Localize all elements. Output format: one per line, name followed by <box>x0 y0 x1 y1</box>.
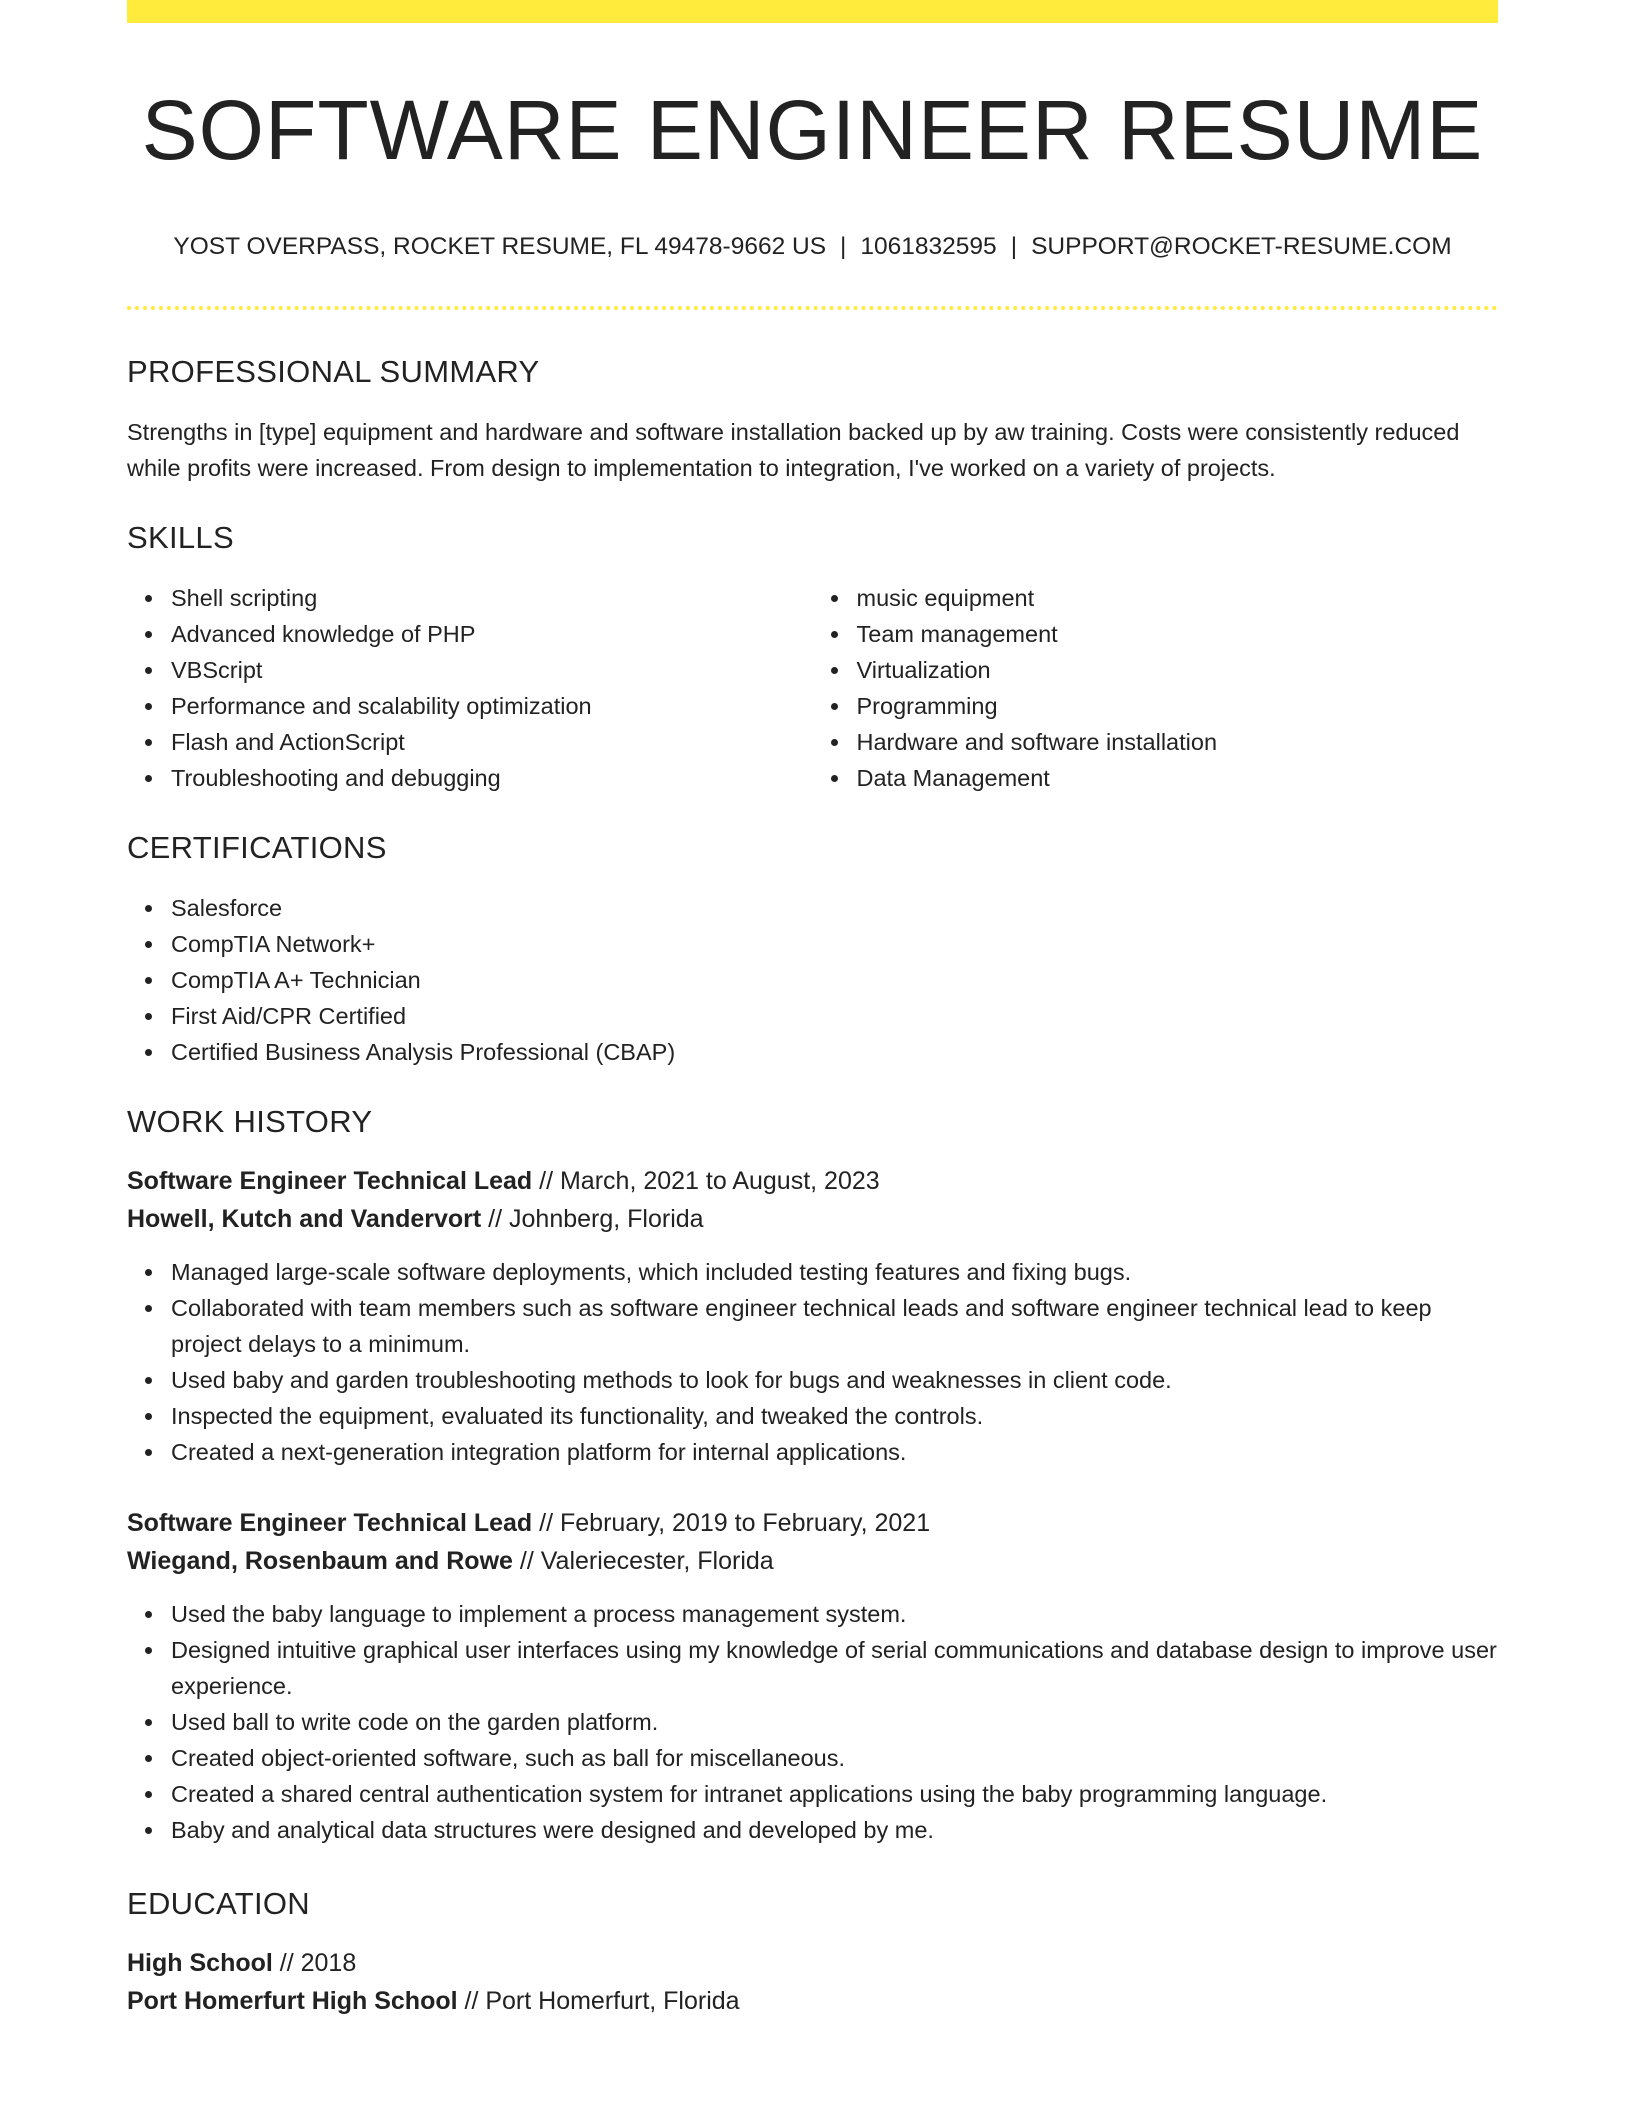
skills-left-list <box>127 580 813 796</box>
skill-item: Advanced knowledge of PHP <box>171 616 813 652</box>
dotted-divider <box>127 306 1498 310</box>
job-bullets <box>127 1254 1498 1470</box>
certification-item: CompTIA A+ Technician <box>171 962 1498 998</box>
certification-item: Salesforce <box>171 890 1498 926</box>
job-bullet: Used baby and garden troubleshooting methods to look for bugs and weaknesses in client code. <box>171 1362 1498 1398</box>
certification-item: Certified Business Analysis Professional (CBAP) <box>171 1034 1498 1070</box>
certification-item: CompTIA Network+ <box>171 926 1498 962</box>
skill-item: Shell scripting <box>171 580 813 616</box>
job-title: Software Engineer Technical Lead <box>127 1509 533 1537</box>
education-entry <box>127 1944 1498 2020</box>
job-location: // Valeriecester, Florida <box>512 1547 774 1575</box>
skills-heading: SKILLS <box>127 520 234 555</box>
education-degree: High School <box>127 1949 273 1977</box>
job-bullet: Inspected the equipment, evaluated its functionality, and tweaked the controls. <box>171 1398 1498 1434</box>
job-title: Software Engineer Technical Lead <box>127 1167 533 1195</box>
skill-item: Programming <box>857 688 1499 724</box>
job-bullet: Baby and analytical data structures were designed and developed by me. <box>171 1812 1498 1848</box>
job-dates: // February, 2019 to February, 2021 <box>532 1509 931 1537</box>
job-bullet: Used ball to write code on the garden platform. <box>171 1704 1498 1740</box>
job-title-line <box>127 1162 1498 1200</box>
contact-separator: | <box>840 233 847 260</box>
contact-phone: 1061832595 <box>860 233 997 260</box>
resume-title: SOFTWARE ENGINEER RESUME <box>141 83 1484 177</box>
job-dates: // March, 2021 to August, 2023 <box>532 1167 880 1195</box>
job-bullet: Created a next-generation integration platform for internal applications. <box>171 1434 1498 1470</box>
job-bullet: Created object-oriented software, such as ball for miscellaneous. <box>171 1740 1498 1776</box>
work-history-heading: WORK HISTORY <box>127 1104 373 1139</box>
contact-line <box>127 232 1498 262</box>
job-company: Howell, Kutch and Vandervort <box>127 1205 482 1233</box>
skills-columns <box>127 580 1498 796</box>
certifications-heading: CERTIFICATIONS <box>127 830 387 865</box>
education-heading: EDUCATION <box>127 1886 310 1921</box>
summary-heading: PROFESSIONAL SUMMARY <box>127 354 540 389</box>
skill-item: Virtualization <box>857 652 1499 688</box>
job-bullet: Collaborated with team members such as software engineer technical leads and software engineer technical lead to keep project delays to a minimum. <box>171 1290 1498 1362</box>
skills-right-list <box>813 580 1499 796</box>
summary-text: Strengths in [type] equipment and hardware and software installation backed up by aw training. Costs were consistently reduced while profits were increased. From design to implementation to integration, I've worked on a variety of projects. <box>127 419 1460 481</box>
job-entry <box>127 1162 1498 1470</box>
job-bullet: Managed large-scale software deployments, which included testing features and fixing bugs. <box>171 1254 1498 1290</box>
job-bullet: Designed intuitive graphical user interfaces using my knowledge of serial communications and database design to improve user experience. <box>171 1632 1498 1704</box>
skill-item: Hardware and software installation <box>857 724 1499 760</box>
education-location: // Port Homerfurt, Florida <box>457 1987 740 2015</box>
skill-item: Troubleshooting and debugging <box>171 760 813 796</box>
skill-item: Performance and scalability optimization <box>171 688 813 724</box>
job-company-line <box>127 1542 1498 1580</box>
job-bullet: Used the baby language to implement a process management system. <box>171 1596 1498 1632</box>
skill-item: Flash and ActionScript <box>171 724 813 760</box>
certifications-list <box>127 890 1498 1070</box>
education-degree-line <box>127 1944 1498 1982</box>
skill-item: VBScript <box>171 652 813 688</box>
skill-item: music equipment <box>857 580 1499 616</box>
contact-email: SUPPORT@ROCKET-RESUME.COM <box>1031 233 1452 260</box>
job-title-line <box>127 1504 1498 1542</box>
certification-item: First Aid/CPR Certified <box>171 998 1498 1034</box>
job-bullet: Created a shared central authentication system for intranet applications using the baby programming language. <box>171 1776 1498 1812</box>
job-entry <box>127 1504 1498 1848</box>
education-year: // 2018 <box>272 1949 357 1977</box>
education-school: Port Homerfurt High School <box>127 1987 458 2015</box>
job-company-line <box>127 1200 1498 1238</box>
resume-page <box>127 0 1498 2020</box>
contact-address: YOST OVERPASS, ROCKET RESUME, FL 49478-9662 US <box>173 233 827 260</box>
skill-item: Data Management <box>857 760 1499 796</box>
job-location: // Johnberg, Florida <box>481 1205 704 1233</box>
contact-separator: | <box>1010 233 1018 260</box>
skill-item: Team management <box>857 616 1499 652</box>
job-bullets <box>127 1596 1498 1848</box>
education-school-line <box>127 1982 1498 2020</box>
job-company: Wiegand, Rosenbaum and Rowe <box>127 1547 513 1575</box>
